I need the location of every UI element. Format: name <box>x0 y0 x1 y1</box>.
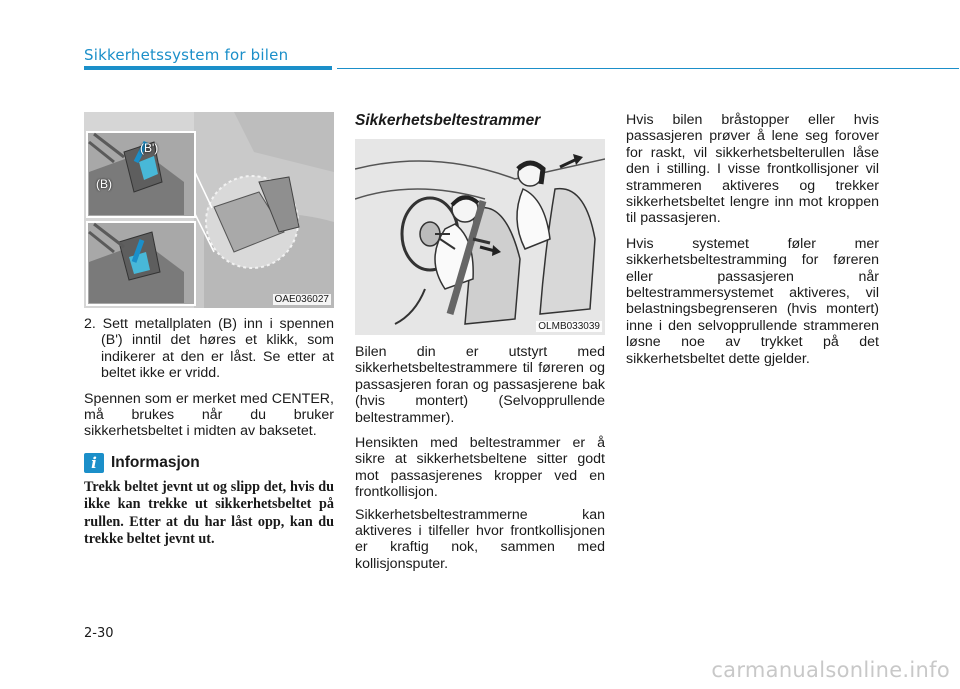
column-middle <box>355 112 605 572</box>
step-2: 2. Sett metallplaten (B) inn i spennen (B') inntil det høres et klikk, som indikerer at den er låst. Se etter at beltet ikke er vridd. <box>84 316 334 382</box>
label-b-prime: (B') <box>140 141 159 155</box>
info-text: Trekk beltet jevnt ut og slipp det, hvis du ikke kan trekke ut sikkerhetsbeltet på rullen. Etter at du har låst opp, kan du trekke beltet jevnt ut. <box>84 478 334 548</box>
section-title: Sikkerhetssystem for bilen <box>84 46 289 64</box>
pretensioner-paragraph-2: Hensikten med beltestrammer er å sikre at sikkerhetsbeltene sitter godt mot passasjerenes kropper ved en frontkollisjon. <box>355 435 605 501</box>
figure-code: OAE036027 <box>274 294 329 305</box>
info-icon: i <box>84 453 104 473</box>
belt-buckle-figure <box>84 112 334 308</box>
header-rule-thin <box>337 68 959 69</box>
center-buckle-paragraph: Spennen som er merket med CENTER, må brukes når du bruker sikkerhetsbeltet i midten av baksetet. <box>84 390 334 440</box>
belt-buckle-illustration <box>84 112 334 308</box>
page-number: 2-30 <box>84 626 114 641</box>
pretensioner-figure <box>355 139 605 335</box>
info-label: Informasjon <box>111 453 200 471</box>
pretensioner-illustration <box>355 139 605 335</box>
label-b: (B) <box>96 177 112 191</box>
watermark: carmanualsonline.info <box>711 658 950 682</box>
column-left <box>84 112 334 548</box>
column-right <box>626 112 879 367</box>
header-rule-thick <box>84 66 332 70</box>
pretensioner-paragraph-1: Bilen din er utstyrt med sikkerhetsbeltestrammere til føreren og passasjeren foran og passasjerene bak (hvis montert) (Selvopprullende beltestrammer). <box>355 344 605 426</box>
load-limiter-paragraph: Hvis systemet føler mer sikkerhetsbeltestramming for føreren eller passasjeren når beltestrammersystemet aktiveres, vil belastningsbegrenseren (hvis montert) inne i den selvopprullende strammeren løsne noe av trykket på det sikkerhetsbeltet dette gjelder. <box>626 235 879 367</box>
figure-code: OLMB033039 <box>538 321 600 332</box>
info-heading <box>84 453 334 473</box>
pretensioner-heading: Sikkerhetsbeltestrammer <box>355 112 541 129</box>
retractor-lock-paragraph: Hvis bilen bråstopper eller hvis passasjeren prøver å lene seg forover for raskt, vil sikkerhetsbelterullen låse den i stilling. I visse frontkollisjoner vil strammeren aktiveres og trekker sikkerhetsbeltet lengre inn mot kroppen til passasjeren. <box>626 112 879 227</box>
pretensioner-paragraph-3: Sikkerhetsbeltestrammerne kan aktiveres i tilfeller hvor frontkollisjonen er kraftig nok, sammen med kollisjonsputer. <box>355 506 605 572</box>
